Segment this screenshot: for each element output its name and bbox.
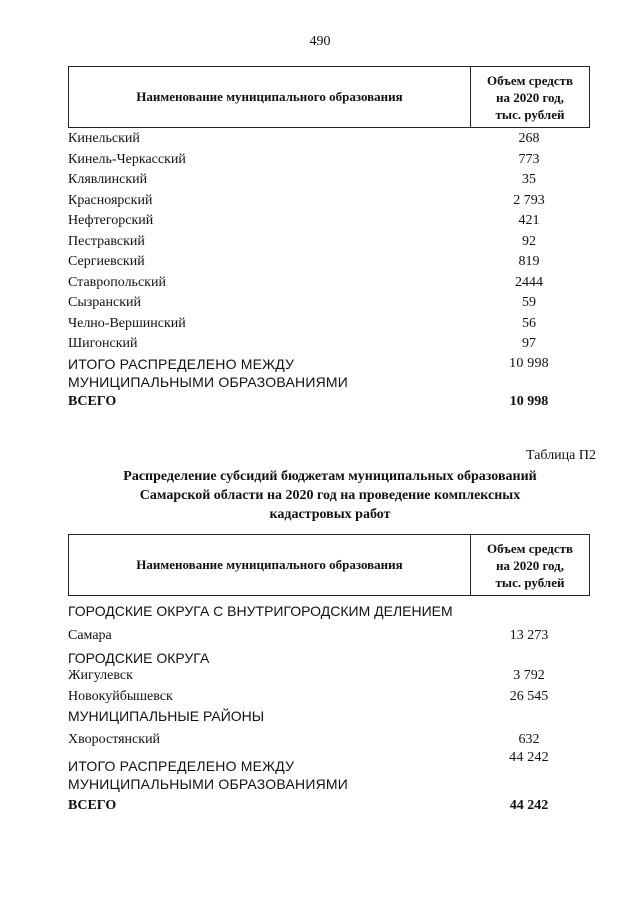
table1-header <box>68 66 590 128</box>
table2-distributed-value: 44 242 <box>509 750 549 765</box>
table2-row-khvorostyansky-name: Хворостянский <box>68 732 161 747</box>
table1-header-value: Объем средств на 2020 год, тыс. рублей <box>486 72 574 122</box>
table2-group-urban-districts: ГОРОДСКИЕ ОКРУГА <box>68 650 210 666</box>
table1-row-value: 59 <box>522 295 536 310</box>
table2-total-value: 44 242 <box>509 798 549 813</box>
table2-row-zhigulevsk-value: 3 792 <box>513 668 545 683</box>
table2-title <box>90 467 570 524</box>
table1-row-value: 2 793 <box>513 192 545 208</box>
table1-distributed-value: 10 998 <box>509 356 549 371</box>
table2-header <box>68 534 590 596</box>
table1-row-value: 773 <box>518 151 540 167</box>
table1-row-value: 97 <box>522 336 536 351</box>
table1-row-value: 819 <box>518 254 540 269</box>
table2-row-khvorostyansky-value: 632 <box>518 732 540 747</box>
table1-row-value: 421 <box>518 213 540 228</box>
table1-row-name: Кинельский <box>68 131 140 146</box>
table1-row-name: Кинель-Черкасский <box>68 151 186 167</box>
table1-row-name: Шигонский <box>68 336 138 351</box>
table1-row-value: 35 <box>522 172 536 187</box>
table2-row-samara-name: Самара <box>68 628 112 643</box>
table2-group-urban-districts-divided: ГОРОДСКИЕ ОКРУГА С ВНУТРИГОРОДСКИМ ДЕЛЕНИЕМ <box>68 603 453 619</box>
table2-caption: Таблица П2 <box>526 448 596 463</box>
table1-row-name: Нефтегорский <box>68 213 154 228</box>
table1-total-label: ВСЕГО <box>68 394 117 409</box>
table2-title-line-2: Самарской области на 2020 год на проведение комплексных <box>139 488 521 503</box>
table1-total-value: 10 998 <box>509 394 549 409</box>
table1-row-name: Сергиевский <box>68 254 145 269</box>
table2-row-novokuybyshevsk-name: Новокуйбышевск <box>68 689 173 704</box>
table1-row-name: Челно-Вершинский <box>68 315 186 331</box>
table1-header-name: Наименование муниципального образования <box>69 67 471 127</box>
table1-distributed-label-1: ИТОГО РАСПРЕДЕЛЕНО МЕЖДУ <box>68 356 295 372</box>
page-number: 490 <box>309 34 331 49</box>
table2-title-line-1: Распределение субсидий бюджетам муниципальных образований <box>123 469 537 484</box>
table2-row-samara-value: 13 273 <box>509 628 549 643</box>
table2-header-value: Объем средств на 2020 год, тыс. рублей <box>486 540 574 590</box>
table2-title-line-3: кадастровых работ <box>269 507 391 522</box>
table2-total-label: ВСЕГО <box>68 798 117 813</box>
table1-row-value: 56 <box>522 315 536 331</box>
table1-row-name: Красноярский <box>68 192 153 208</box>
table2-row-zhigulevsk-name: Жигулевск <box>68 668 133 683</box>
table2-distributed-label-2: МУНИЦИПАЛЬНЫМИ ОБРАЗОВАНИЯМИ <box>68 776 349 792</box>
table1-row-value: 2444 <box>515 274 543 290</box>
table2-row-novokuybyshevsk-value: 26 545 <box>509 689 549 704</box>
table1-row-value: 268 <box>518 131 540 146</box>
table1-row-name: Пестравский <box>68 233 145 249</box>
table2-group-municipal-districts: МУНИЦИПАЛЬНЫЕ РАЙОНЫ <box>68 708 265 724</box>
table1-distributed-label-2: МУНИЦИПАЛЬНЫМИ ОБРАЗОВАНИЯМИ <box>68 374 349 390</box>
table1-row-name: Ставропольский <box>68 274 166 290</box>
table2-header-name: Наименование муниципального образования <box>69 535 471 595</box>
table1-row-name: Клявлинский <box>68 172 148 187</box>
table1-row-name: Сызранский <box>68 295 141 310</box>
table2-distributed-label-1: ИТОГО РАСПРЕДЕЛЕНО МЕЖДУ <box>68 758 295 774</box>
table1-row-value: 92 <box>522 233 536 249</box>
